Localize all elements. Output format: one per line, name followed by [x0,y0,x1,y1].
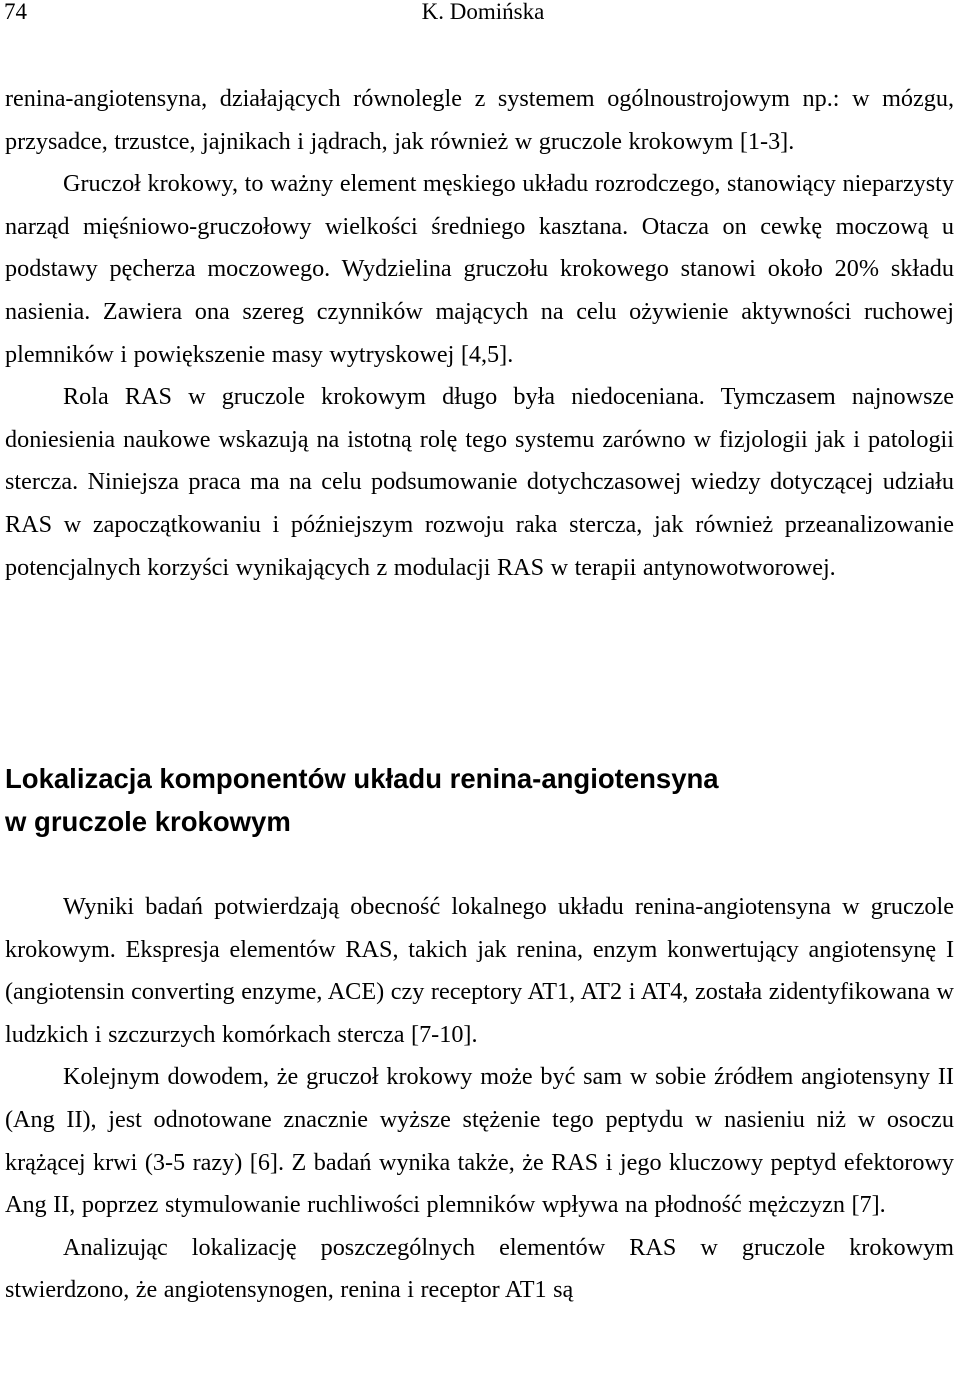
paragraph: Analizując lokalizację poszczególnych elementów RAS w gruczole krokowym stwierdzono, że angiotensynogen, renina i receptor AT1 są [5,1233,954,1304]
running-header [4,0,956,27]
paragraph: Wyniki badań potwierdzają obecność lokalnego układu renina-angiotensyna w gruczole krokowym. Ekspresja elementów RAS, takich jak renina, enzym konwertujący angiotensynę I (angiotensin converting enzyme, ACE) czy receptory AT1, AT2 i AT4, została zidentyfikowana w ludzkich i szczurzych komórkach stercza [7-10]. [5,893,954,1048]
intro-text [5,78,954,589]
paragraph: renina-angiotensyna, działających równolegle z systemem ogólnoustrojowym np.: w mózgu, przysadce, trzustce, jajnikach i jądrach, jak również w gruczole krokowym [1-3]. [5,85,954,155]
paragraph: Rola RAS w gruczole krokowym długo była niedoceniana. Tymczasem najnowsze doniesienia naukowe wskazują na istotną rolę tego systemu zarówno w fizjologii jak i patologii stercza. Niniejsza praca ma na celu podsumowanie dotychczasowej wiedzy dotyczącej udziału RAS w zapoczątkowaniu i późniejszym rozwoju raka stercza, jak również przeanalizowanie potencjalnych korzyści wynikających z modulacji RAS w terapii antynowotworowej. [5,383,954,581]
paragraph: Kolejnym dowodem, że gruczoł krokowy może być sam w sobie źródłem angiotensyny II (Ang II), jest odnotowane znacznie wyższe stężenie tego peptydu w nasieniu niż w osoczu krążącej krwi (3-5 razy) [6]. Z badań wynika także, że RAS i jego kluczowy peptyd efektorowy Ang II, poprzez stymulowanie ruchliwości plemników wpływa na płodność mężczyzn [7]. [5,1063,954,1219]
section-heading-line: w gruczole krokowym [5,806,291,837]
section-heading [5,757,945,843]
section-heading-line: Lokalizacja komponentów układu renina-angiotensyna [5,763,719,794]
section-text [5,886,954,1312]
page-number: 74 [4,0,27,24]
paragraph: Gruczoł krokowy, to ważny element męskiego układu rozrodczego, stanowiący nieparzysty narząd mięśniowo-gruczołowy wielkości średniego kasztana. Otacza on cewkę moczową u podstawy pęcherza moczowego. Wydzielina gruczołu krokowego stanowi około 20% składu nasienia. Zawiera ona szereg czynników mających na celu ożywienie aktywności ruchowej plemników i powiększenie masy wytryskowej [4,5]. [5,170,954,368]
running-author: K. Domińska [421,0,545,24]
